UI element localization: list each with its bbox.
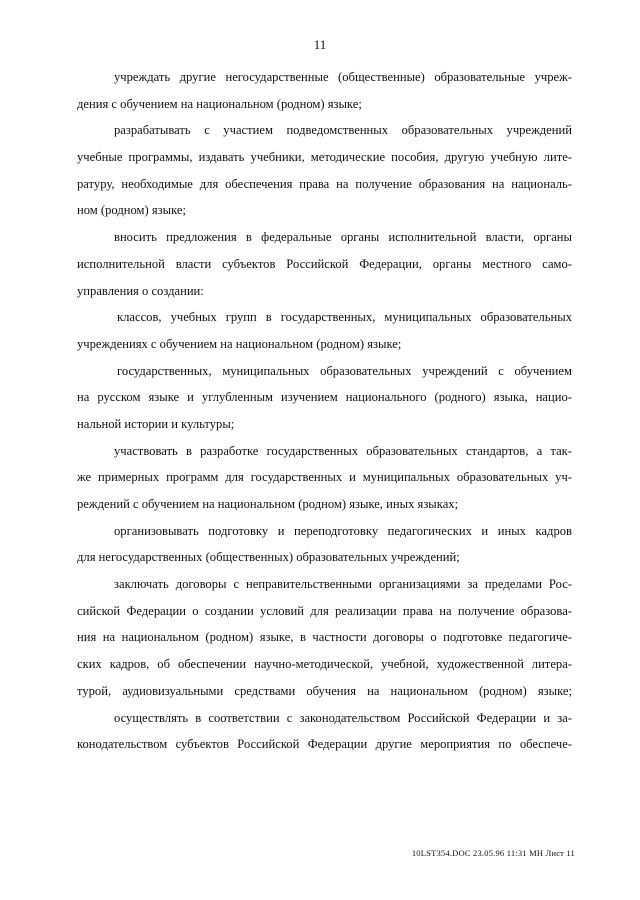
text-line: разрабатывать с участием подведомственных образовательных учреждений [114,123,572,138]
text-line: вносить предложения в федеральные органы исполнительной власти, органы [114,230,572,245]
text-line: сийской Федерации о создании условий для реализации права на получение образова- [77,603,572,618]
body-text [77,64,572,758]
text-line: государственных, муниципальных образовательных учреждений с обучением [117,363,572,378]
text-line: классов, учебных групп в государственных, муниципальных образовательных [117,310,572,325]
text-line: учебные программы, издавать учебники, методические пособия, другую учебную лите- [77,150,572,165]
text-line: учреждениях с обучением на национальном (родном) языке; [77,336,402,351]
text-line: для негосударственных (общественных) образовательных учреждений; [77,550,460,565]
text-line: турой, аудиовизуальными средствами обучения на национальном (родном) языке; [77,683,572,698]
text-line: же примерных программ для государственных и муниципальных образовательных уч- [77,470,572,485]
text-line: ратуру, необходимые для обеспечения права на получение образования на националь- [77,176,572,191]
text-line: осуществлять в соответствии с законодательством Российской Федерации и за- [114,710,572,725]
text-line: заключать договоры с неправительственными организациями за пределами Рос- [114,577,572,592]
text-line: дения с обучением на национальном (родном) языке; [77,96,362,111]
text-line: исполнительной власти субъектов Российской Федерации, органы местного само- [77,256,572,271]
text-line: ских кадров, об обеспечении научно-методической, учебной, художественной литера- [77,657,572,672]
text-line: учреждать другие негосударственные (общественные) образовательные учреж- [114,70,572,84]
text-line: на русском языке и углубленным изучением национального (родного) языка, нацио- [77,390,572,405]
text-line: ном (родном) языке; [77,203,186,218]
text-line: участвовать в разработке государственных образовательных стандартов, а так- [114,443,572,458]
text-line: организовывать подготовку и переподготовку педагогических и иных кадров [114,523,572,538]
document-footer: 10LST354.DOC 23.05.96 11:31 МН Лист 11 [411,848,575,858]
text-line: реждений с обучением на национальном (родном) языке, иных языках; [77,497,459,511]
text-line: нальной истории и культуры; [77,416,235,431]
text-line: управления о создании: [77,283,204,298]
text-line: ния на национальном (родном) языке, в частности договоры о подготовке педагогиче- [77,630,572,645]
text-line: конодательством субъектов Российской Федерации другие мероприятия по обеспече- [77,737,572,752]
page-number: 11 [313,37,327,52]
